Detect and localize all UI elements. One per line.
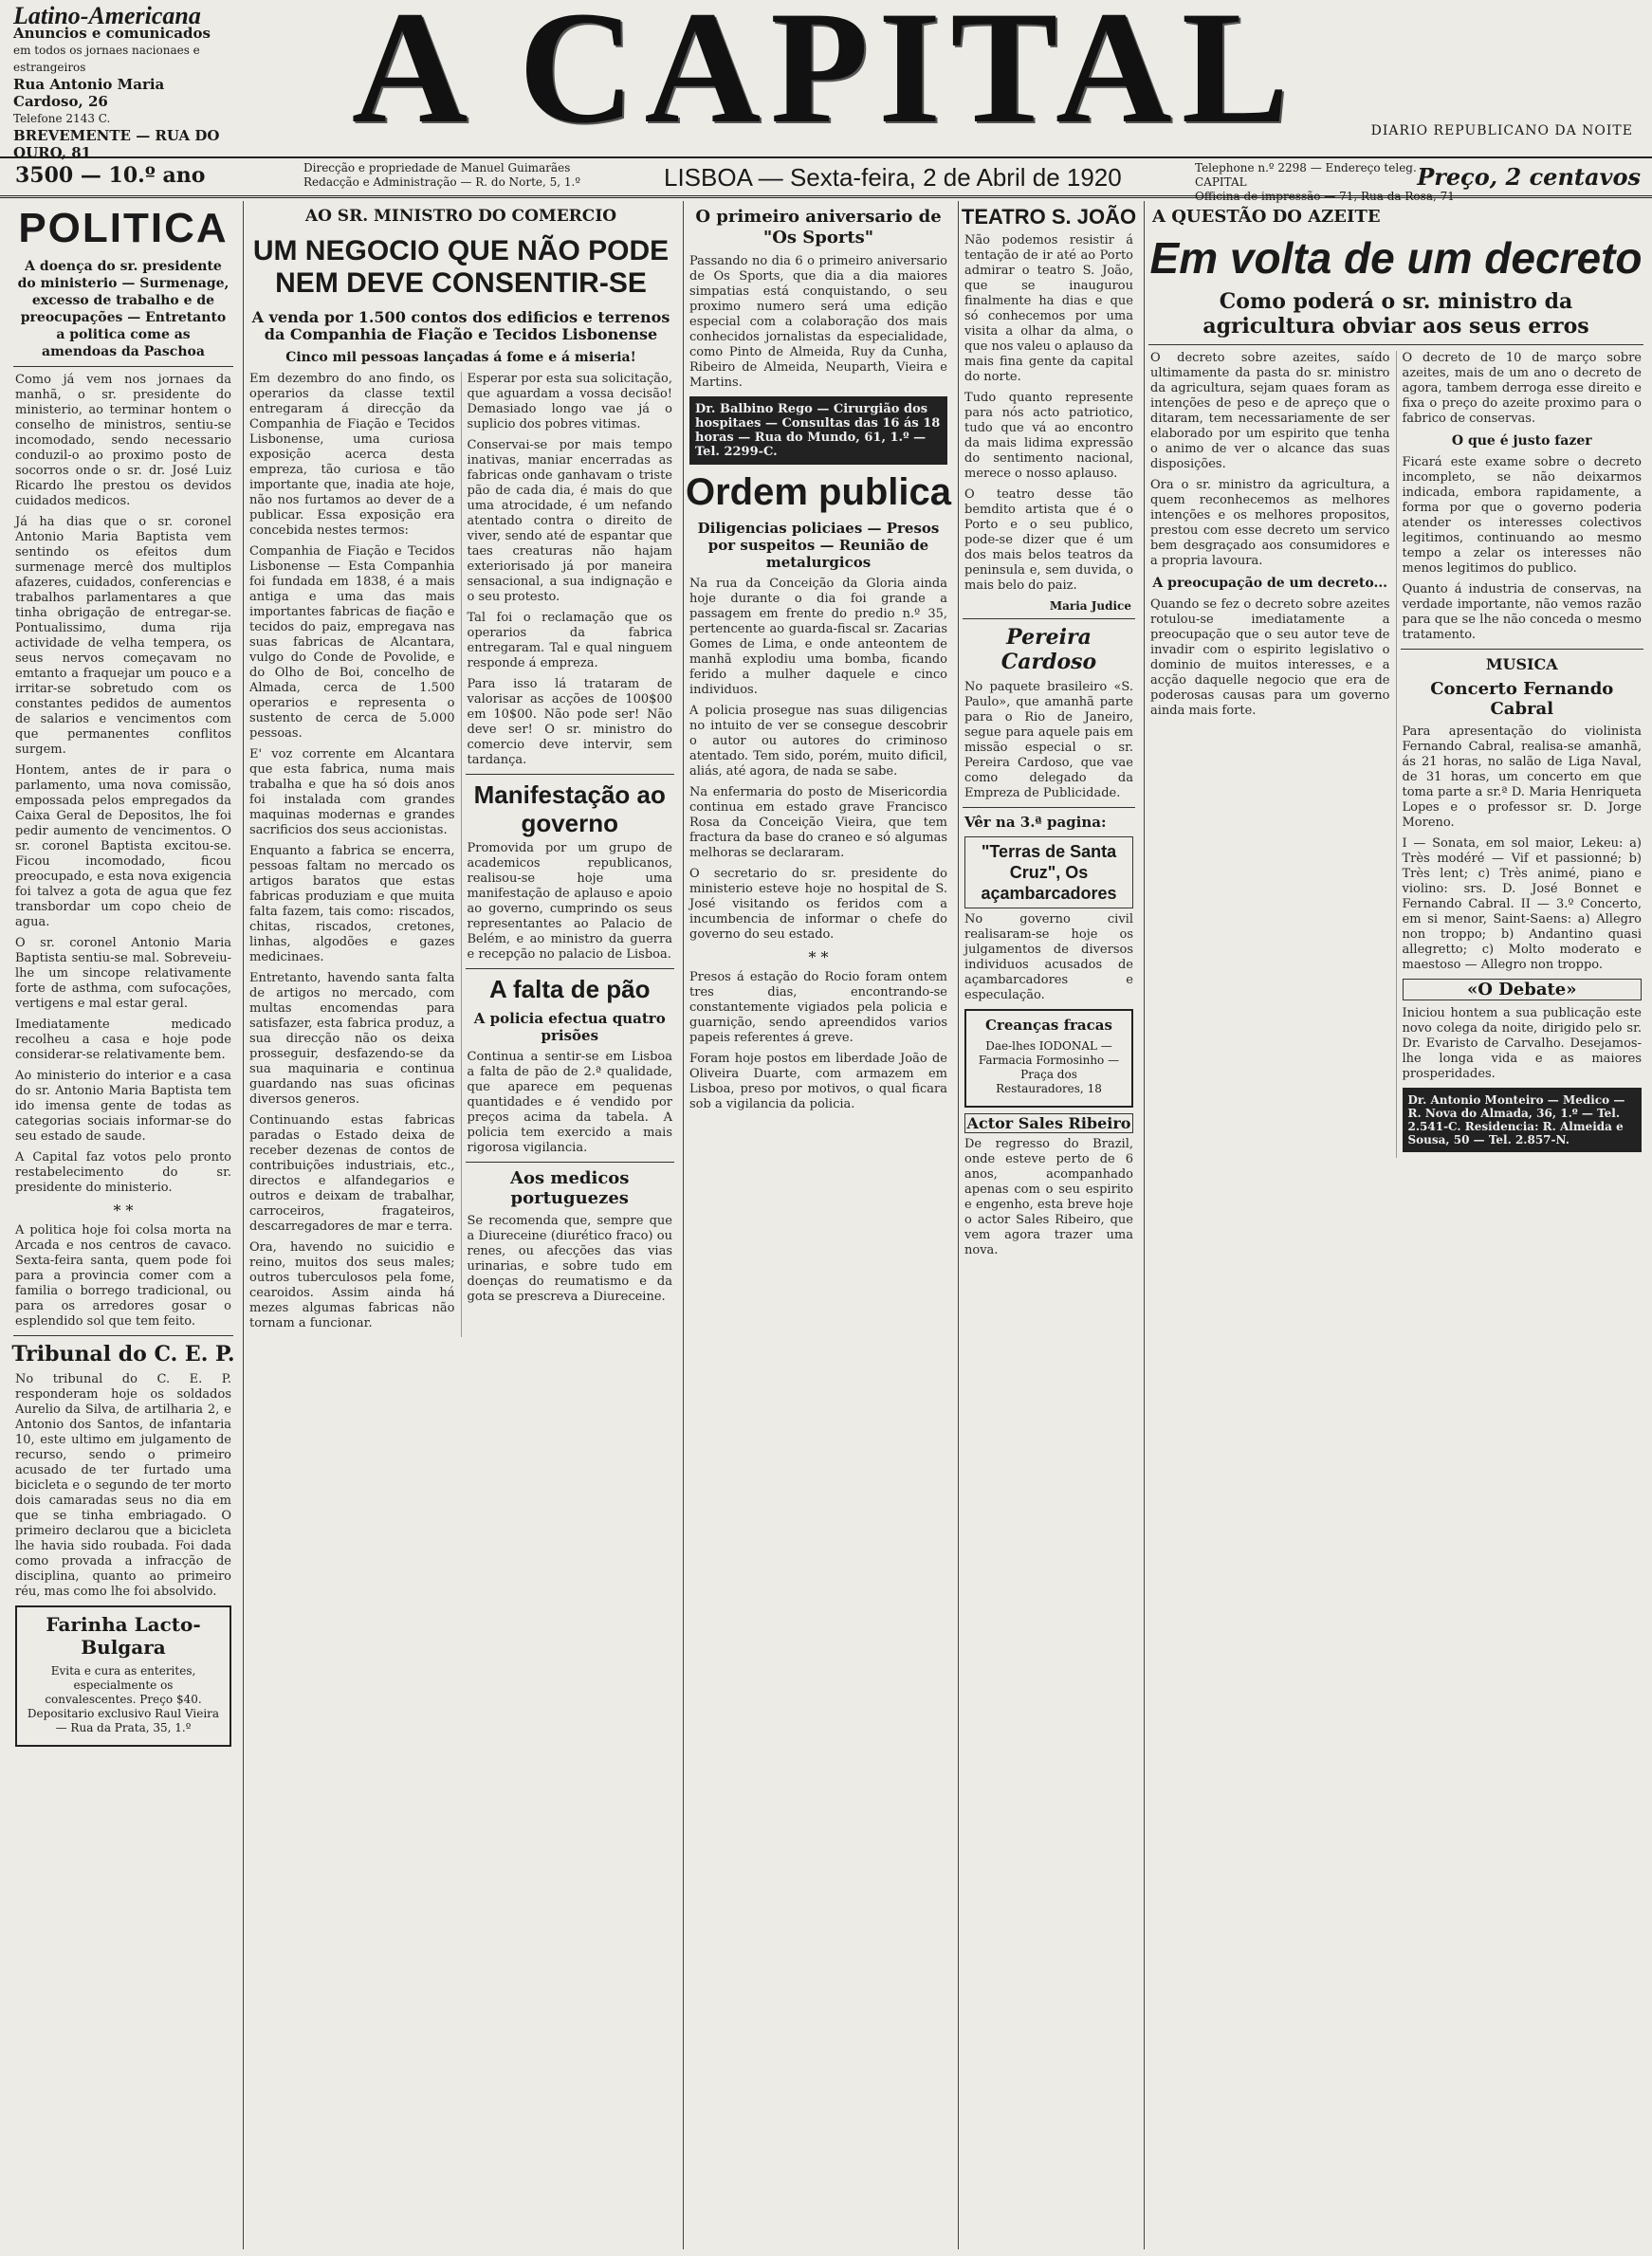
article-paragraph: Continuando estas fabricas paradas o Estado deixa de receber dezenas de contos de contribuições industriais, etc., directos e alfandegarios e outros e deixam de trabalhar, carroceiros, fragateiros, descarregadores de mar e terra.: [249, 1113, 455, 1234]
telephone-line: Telephone n.º 2298 — Endereço teleg. CAPITAL: [1195, 161, 1417, 189]
article-paragraph: Em dezembro do ano findo, os operarios da classe textil entregaram á direcção da Companhia de Fiação e Tecidos Lisbonense, uma curiosa exposição acerca desta empreza, tão curiosa e tão importante que, inadia ate hoje, não nos furtamos ao dever de a publicar. Essa exposição era concebida nestes termos:: [249, 372, 455, 538]
divider: [13, 1335, 233, 1336]
headline-ordem: Ordem publica: [685, 471, 952, 513]
ad-title: Farinha Lacto-Bulgara: [46, 1613, 201, 1659]
subcolumn-left: [1145, 351, 1397, 1158]
divider: [13, 366, 233, 367]
column-sports-ordem: [683, 201, 953, 2249]
article-paragraph: Presos á estação do Rocio foram ontem tres dias, encontrando-se constantemente vigiados pela policia e guarnição, sendo apreendidos varios papeis referentes á greve.: [689, 970, 947, 1045]
author-signature: Maria Judice: [1049, 599, 1131, 613]
article-paragraph: Continua a sentir-se em Lisboa a falta de pão de 2.ª qualidade, que aparece em pequenas quantidades e é vendido por preços acima da tabela. A policia tem exercido a mais rigorosa vigilancia.: [467, 1050, 672, 1155]
divider: [963, 618, 1135, 619]
article-paragraph: Enquanto a fabrica se encerra, pessoas faltam no mercado os artigos baratos que estas fabricas produziam e que muita falta fazem, tais como: riscados, chitas, riscados, cretones, linhas, algodões e gazes medicinaes.: [249, 844, 455, 964]
article-paragraph: Ora, havendo no suicidio e reino, muitos dos seus males; outros tuberculosos pela fome, cearoidos. Assim ainda há mezes algumas fabricas não tornam a funcionar.: [249, 1240, 455, 1330]
article-paragraph: Para isso lá trataram de valorisar as acções de 100$00 em 10$00. Não pode ser! Não deve ser! O sr. ministro do comercio deve intervir, sem tardança.: [467, 677, 672, 767]
subhead-preocupacao: A preocupação de um decreto...: [1152, 576, 1388, 591]
article-paragraph: Na enfermaria do posto de Misericordia continua em estado grave Francisco Rosa da Conceição Vieira, que tem fractura da base do craneo e só algumas melhoras se declararam.: [689, 785, 947, 860]
article-paragraph: A policia prosegue nas suas diligencias no intuito de ver se consegue descobrir o autor ou autores do criminoso atentado. Tem sido, porém, muito dificil, aliás, até agora, de nada se sabe.: [689, 704, 947, 779]
article-paragraph: Passando no dia 6 o primeiro aniversario de Os Sports, que dia a dia maiores simpatias está conquistando, o seu proximo numero será uma edição especial com a colaboração dos mais conhecidos jornalistas da especialidade, como Pinto de Almeida, Ruy da Cunha, Ribeiro de Almeida, Neuparth, Vieira e Martins.: [689, 254, 947, 390]
article-paragraph: E' voz corrente em Alcantara que esta fabrica, numa mais trabalha e que ha só dois anos foi instalada com grandes maquinas modernas e grandes sacrificios dos seus accionistas.: [249, 747, 455, 837]
article-paragraph: No paquete brasileiro «S. Paulo», que amanhã parte para o Rio de Janeiro, segue para aquele pais em missão especial o sr. Pereira Cardoso, que vae como delegado da Empreza de Publicidade.: [964, 680, 1133, 800]
divider: [466, 774, 675, 775]
agency-phone: Telefone 2143 C.: [13, 112, 111, 125]
divider: [1148, 344, 1643, 345]
headline-debate: «O Debate»: [1403, 979, 1643, 1000]
advertisement-balbino: Dr. Balbino Rego — Cirurgião dos hospitaes — Consultas das 16 ás 18 horas — Rua do Mundo, 61, 1.º — Tel. 2299-C.: [689, 396, 947, 465]
agency-address: Rua Antonio Maria Cardoso, 26: [13, 76, 165, 110]
article-paragraph: Entretanto, havendo santa falta de artigos no mercado, com multas encomendas para satisfazer, esta fabrica produz, a sua direcção não os deixa prosseguir, desfazendo-se da sua maquinaria e continua guardando nas suas oficinas diversos generos.: [249, 971, 455, 1107]
agency-ad: [13, 2, 231, 161]
article-paragraph: O teatro desse tão bemdito artista que é o Porto e o seu publico, pode-se dizer que é um dos mais belos teatros da peninsula e, sem duvida, o mais belo do paiz.: [964, 487, 1133, 593]
article-paragraph: Foram hoje postos em liberdade João de Oliveira Duarte, com armazem em Lisboa, preso por motivos, o qual ficara sob a vigilancia da policia.: [689, 1052, 947, 1111]
price: Preço, 2 centavos: [1417, 163, 1641, 191]
article-paragraph: O decreto sobre azeites, saído ultimamente da pasta do sr. ministro da agricultura, sejam quaes foram as intenções de peso e de apreço que o ditaram, tem necessariamente de ser elaborado por um espirito que tenha o animo de ver o alcance das suas disposições.: [1150, 351, 1390, 471]
headline-actor: Actor Sales Ribeiro: [964, 1113, 1133, 1133]
article-paragraph: O decreto de 10 de março sobre azeites, mais de um ano o decreto de agora, tambem derroga esse direito e fixa o preço do azeite proximo para o fabrico de conservas.: [1402, 351, 1642, 426]
article-paragraph: Iniciou hontem a sua publicação este novo colega da noite, dirigido pelo sr. Dr. Evaristo de Carvalho. Desejamos-lhe longa vida e as maiores prosperidades.: [1402, 1006, 1642, 1081]
article-paragraph: Esperar por esta sua solicitação, que aguardam a vossa decisão! Demasiado longo vae já o suplicio dos pobres vitimas.: [467, 372, 672, 431]
deck-ordem: Diligencias policiaes — Presos por suspeitos — Reunião de metalurgicos: [697, 520, 940, 571]
advertisement-monteiro: Dr. Antonio Monteiro — Medico — R. Nova do Almada, 36, 1.º — Tel. 2.541-C. Residencia: R. Almeida e Sousa, 50 — Tel. 2.857-N.: [1403, 1088, 1643, 1152]
agency-line: em todos os jornaes nacionaes e estrangeiros: [13, 44, 200, 74]
headline-sports: O primeiro aniversario de "Os Sports": [695, 207, 942, 248]
article-paragraph: Quando se fez o decreto sobre azeites rotulou-se imediatamente a preocupação que o seu autor teve de invadir com o espirito legislativo o dominio de muitos interesses, e a acção daquelle negocio que era de poderosas causas para um governo ainda mais forte.: [1150, 597, 1390, 718]
headline-manifestacao: Manifestação ao governo: [473, 780, 666, 837]
headline-concerto: Concerto Fernando Cabral: [1430, 679, 1614, 719]
article-paragraph: A Capital faz votos pelo pronto restabelecimento do sr. presidente do ministerio.: [15, 1150, 231, 1195]
article-paragraph: Hontem, antes de ir para o parlamento, uma nova comissão, empossada pelos empregados da Caixa Geral de Depositos, lhe foi pedir aumento de vencimentos. O sr. coronel Baptista excitou-se. Ficou incomodado, ficou preocupado, e esta nova exigencia foi talvez a gota de agua que fez transbordar um copo cheio de agua.: [15, 763, 231, 929]
subcolumn-right: [462, 372, 679, 1337]
article-paragraph: Quanto á industria de conservas, na verdade importante, não vemos razão para que se lhe não conceda o mesmo tratamento.: [1402, 582, 1642, 642]
agency-name: Latino-Americana: [13, 2, 201, 29]
divider: [466, 968, 675, 969]
ad-text: Dae-lhes IODONAL — Farmacia Formosinho — Praça dos Restauradores, 18: [978, 1039, 1120, 1095]
article-paragraph: No governo civil realisaram-se hoje os julgamentos de diversos individuos acusados de açambarcadores e especulação.: [964, 912, 1133, 1002]
kicker-azeite: A QUESTÃO DO AZEITE: [1152, 207, 1381, 227]
deck-politica: A doença do sr. presidente do ministerio — Surmenage, excesso de trabalho e de preocupações — Entretanto a politica come as amendoas da Paschoa: [17, 259, 229, 359]
article-paragraph: Já ha dias que o sr. coronel Antonio Maria Baptista vem sentindo os efeitos dum surmenage mercê dos multiplos afazeres, cuidados, conferencias e trabalhos parlamentares a que tinha obrigação de entregar-se. Pontualissimo, duma rija actividade de velha tempera, os seus nervos começavam no emtanto a fraquejar um pouco e a irritar-se sobretudo com os constantes pedidos de aumentos de salarios e vencimentos com que permanentes conflitos surgem.: [15, 515, 231, 757]
see-page-label: Vêr na 3.ª pagina:: [964, 814, 1107, 831]
headline-decreto: Em volta de um decreto: [1149, 233, 1643, 283]
article-paragraph: De regresso do Brazil, onde esteve perto de 6 anos, acompanhado apenas com o seu espirito e engenho, esta breve hoje o actor Sales Ribeiro, que vem agora trazer uma nova.: [964, 1137, 1133, 1257]
column-politica: [9, 201, 237, 2249]
date-bar: [0, 157, 1652, 203]
newspaper-title: A CAPITAL: [351, 0, 1299, 156]
issue-date: LISBOA — Sexta-feira, 2 de Abril de 1920: [664, 163, 1122, 192]
article-paragraph: A politica hoje foi colsa morta na Arcada e nos centros de cavaco. Sexta-feira santa, quem pode foi para a provincia comer com a familia o borrego tradicional, ou para os arredores gosar o esplendido sol que tem feito.: [15, 1223, 231, 1329]
headline-medicos: Aos medicos portuguezes: [510, 1168, 630, 1208]
deck-falta-pao: A policia efectua quatro prisões: [473, 1010, 666, 1044]
article-two-columns: [1145, 351, 1647, 1158]
issue-number: 3500 — 10.º ano: [15, 163, 206, 188]
article-paragraph: Promovida por um grupo de academicos republicanos, realisou-se hoje uma manifestação de aplauso e apoio ao governo, cumprindo os seus representantes ao Palacio de Belém, e ao ministro da guerra e recepção no palacio de Lisboa.: [467, 841, 672, 962]
deck-venda: A venda por 1.500 contos dos edificios e terrenos da Companhia de Fiação e Tecidos Lisbonense: [251, 308, 670, 343]
column-teatro: [958, 201, 1139, 2249]
article-paragraph: Companhia de Fiação e Tecidos Lisbonense — Esta Companhia foi fundada em 1838, é a mais antiga e uma das mais importantes fabricas de fiação e tecidos do paiz, empregava nas suas fabricas de Alcantara, vulgo do Conde de Povolide, e do Olho de Boi, concelho de Almada, cerca de 1.500 operarios e representa o sustento de cerca de 5.000 pessoas.: [249, 544, 455, 741]
agency-line: Anuncios e comunicados: [13, 25, 211, 42]
subcolumn-right: [1397, 351, 1648, 1158]
article-paragraph: Para apresentação do violinista Fernando Cabral, realisa-se amanhã, ás 21 horas, no salão de Liga Naval, de 31 horas, um concerto em que toma parte a sr.ª D. Maria Henriqueta Lopes e o professor sr. D. Jorge Moreno.: [1402, 724, 1642, 830]
deck-ministro: Como poderá o sr. ministro da agricultura obviar aos seus erros: [1202, 289, 1589, 339]
article-paragraph: Conservai-se por mais tempo inativas, maniar encerradas as fabricas onde ganhavam o triste pão de cada dia, é mais do que uma atrocidade, é um nefando atentado contra o direito de viver, sendo até de espantar que taes creaturas não hajam exteriorisado já por maneira sensacional, a sua indignação e o seu protesto.: [467, 438, 672, 604]
headline-pereira-cardoso: Pereira Cardoso: [1000, 625, 1097, 674]
headline-teatro: TEATRO S. JOÃO: [961, 205, 1137, 229]
article-paragraph: Como já vem nos jornaes da manhã, o sr. presidente do ministerio, ao terminar hontem o conselho de ministros, sentiu-se incomodado, sendo necessario conduzil-o ao proximo posto de socorros onde o sr. dr. José Luiz Ricardo lhe prestou os devidos cuidados medicos.: [15, 373, 231, 508]
headline-falta-pao: A falta de pão: [488, 975, 651, 1003]
section-ornament: * *: [808, 948, 829, 966]
office-line: Officina de impressão — 71, Rua da Rosa, 71: [1195, 190, 1455, 203]
article-paragraph: Imediatamente medicado recolheu a casa e hoje pode considerar-se relativamente bem.: [15, 1018, 231, 1062]
advertisement-iodonal: [964, 1009, 1133, 1108]
article-paragraph: Se recomenda que, sempre que a Diureceine (diurético fraco) ou renes, ou afecções das vias urinarias, e sobre tudo em doenças do reumatismo e da gota se prescreva a Diureceine.: [467, 1214, 672, 1304]
deck-fome: Cinco mil pessoas lançadas á fome e á miseria!: [285, 350, 636, 365]
column-azeite: [1144, 201, 1647, 2249]
kicker-comercio: AO SR. MINISTRO DO COMERCIO: [304, 207, 617, 226]
masthead: [0, 0, 1652, 161]
divider: [1401, 649, 1644, 650]
agency-soon: BREVEMENTE — RUA DO OURO, 81: [13, 127, 220, 161]
advertisement-farinha: [15, 1605, 231, 1747]
article-paragraph: O secretario do sr. presidente do ministerio esteve hoje no hospital de S. José visitando os feridos com a incumbencia de informar o chefe do governo do seu estado.: [689, 867, 947, 942]
article-paragraph: I — Sonata, em sol maior, Lekeu: a) Très modéré — Vif et passionné; b) Très lent; c) Très animé, piano e violino: srs. D. José Bonnet e Fernando Cabral. II — 3.º Concerto, em si menor, Saint-Saens: a) Allegro non troppo; b) Andantino quasi allegretto; c) Molto moderato e maestoso — Allegro non troppo.: [1402, 836, 1642, 972]
article-paragraph: Ora o sr. ministro da agricultura, a quem reconhecemos as melhores intenções e os melhores propositos, prestou com esse decreto um servico bem desgraçado aos consumidores e a propria lavoura.: [1150, 478, 1390, 568]
divider: [963, 807, 1135, 808]
article-two-columns: [244, 372, 678, 1337]
article-paragraph: Não podemos resistir á tentação de ir até ao Porto admirar o teatro S. João, que se inaugurou finalmente ha dias e que só conhecemos por uma visita a olhar da alma, o que nos valeu o aplauso da mais fina gente da capital do norte.: [964, 233, 1133, 384]
article-paragraph: No tribunal do C. E. P. responderam hoje os soldados Aurelio da Silva, de artilharia 2, e Antonio dos Santos, de infantaria 10, este ultimo em julgamento de recurso, sendo o primeiro acusado de ter furtado uma bicicleta e o segundo de ter morto dois camaradas seus no dia em que se tinha embriagado. O primeiro declarou que a bicicleta lhe havia sido roubada. Foi dada como provada a infracção de disciplina, quanto ao primeiro réu, mas como lhe foi absolvido.: [15, 1372, 231, 1599]
article-paragraph: Ficará este exame sobre o decreto incompleto, se não deixarmos indicada, embora rapidamente, a forma por que o governo poderia atender os interesses colectivos legitimos, continuando ao mesmo tempo a zelar os interesses não menos legitimos do publico.: [1402, 455, 1642, 576]
section-musica: MUSICA: [1485, 655, 1558, 673]
headline-politica: POLITICA: [18, 205, 229, 251]
headline-tribunal: Tribunal do C. E. P.: [11, 1342, 235, 1366]
section-ornament: * *: [113, 1201, 134, 1220]
see-page-box: "Terras de Santa Cruz", Os açambarcadores: [964, 836, 1133, 908]
article-paragraph: O sr. coronel Antonio Maria Baptista sentiu-se mal. Sobreveiu-lhe um sincope relativamente forte de asthma, com sufocações, vertigens e mal estar geral.: [15, 936, 231, 1011]
column-comercio: [243, 201, 678, 2249]
ad-title: Creanças fracas: [985, 1017, 1112, 1034]
redaction-line: Redacção e Administração — R. do Norte, 5, 1.º: [303, 175, 581, 189]
article-paragraph: Tal foi o reclamação que os operarios da fabrica entregaram. Tal e qual ninguem responde á empreza.: [467, 611, 672, 670]
article-paragraph: Ao ministerio do interior e a casa do sr. Antonio Maria Baptista tem ido imensa gente de todas as categorias sociais informar-se do seu estado de saude.: [15, 1069, 231, 1144]
divider: [466, 1162, 675, 1163]
article-paragraph: Na rua da Conceição da Gloria ainda hoje durante o dia foi grande a passagem em frente do predio n.º 35, pertencente ao guarda-fiscal sr. Zacarias Gomes de Lima, e onde anteontem de manhã explodiu uma bomba, ficando ferido a mulher daquele e cinco individuos.: [689, 577, 947, 697]
newspaper-subtitle: DIARIO REPUBLICANO DA NOITE: [1370, 123, 1633, 138]
editorial-info: [303, 161, 616, 190]
headline-negocio: UM NEGOCIO QUE NÃO PODE NEM DEVE CONSENTIR-SE: [252, 235, 670, 299]
ad-text: Evita e cura as enterites, especialmente os convalescentes. Preço $40. Depositario exclusivo Raul Vieira — Rua da Prata, 35, 1.º: [27, 1664, 220, 1734]
subhead-justo: O que é justo fazer: [1451, 433, 1592, 449]
direction-line: Direcção e propriedade de Manuel Guimarães: [303, 161, 571, 174]
article-paragraph: Tudo quanto represente para nós acto patriotico, tudo que vá ao encontro da mais lidima expressão do sentimento nacional, merece o nosso aplauso.: [964, 391, 1133, 481]
subcolumn-left: [244, 372, 462, 1337]
